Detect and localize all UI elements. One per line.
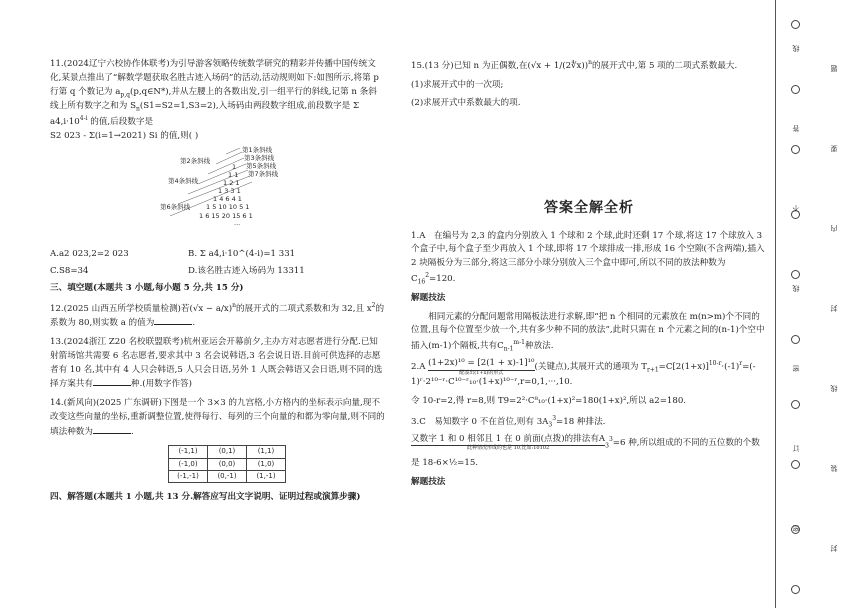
triangle-row-3: 1 2 1 bbox=[223, 179, 240, 188]
q12-answer-blank bbox=[154, 316, 192, 325]
binding-margin bbox=[775, 0, 860, 608]
a2-text-3: =C bbox=[658, 362, 673, 373]
a2-underbrace bbox=[428, 359, 534, 376]
binding-char: 密 bbox=[792, 525, 800, 532]
q11-text-5: S2 023 - Σ(i=1→2021) Si 的值,则( ) bbox=[50, 130, 199, 141]
a2-text-4: [2(1+x)] bbox=[672, 362, 709, 373]
a2-sub: r+1 bbox=[646, 366, 659, 374]
q11-text-4: 的值,后段数字是 bbox=[87, 116, 154, 127]
triangle-row-2: 1 1 bbox=[228, 171, 239, 180]
triangle-row-ellipsis: ··· bbox=[234, 221, 241, 230]
answer-title: 答案全解全析 bbox=[544, 200, 634, 217]
circle-icon bbox=[791, 585, 800, 594]
grid-row bbox=[169, 458, 286, 470]
a1-text: 1.A 在编号为 2,3 的盒内分别放入 1 个球和 2 个球,此时还剩 17 个球,将这 17 个球放入 3 个盒子中,每个盒子至少再放入 1 个球,即将 17 个球排成一排,形成 16 个空隙(不含两端),插入 2 块隔板分为三部分,将这三部分小球分别放入三个盒中即可,所以不同的放法种数为C bbox=[411, 230, 765, 284]
section-4-heading: 四、解答题(本题共 1 小题,共 13 分.解答应写出文字说明、证明过程或演算步骤) bbox=[50, 491, 361, 502]
q11-choices-row-1 bbox=[50, 248, 385, 262]
question-13 bbox=[50, 336, 385, 392]
binding-char: 线 bbox=[792, 285, 800, 292]
q12-exp: n bbox=[232, 301, 236, 309]
a1-sub: 16 bbox=[417, 278, 426, 286]
q13-end: 种.(用数字作答) bbox=[130, 379, 192, 390]
diag-label-6: 第6条斜线 bbox=[160, 203, 191, 212]
question-12: 12.(2025 山西五所学校质量检测)若$(√x - a/x)^n$的展开式的二项式系数和为 32,且 $x^2$的系数为 80,则实数 a 的值为 . bbox=[50, 301, 385, 329]
binding-hole-circle bbox=[791, 20, 800, 29]
q15-part-2: (2)求展开式中系数最大的项. bbox=[411, 98, 521, 109]
q11-text: 11.(2024辽宁六校协作体联考)为引导游客领略传统数学研究的精彩并传播中国传统文化,某景点推出了“解数学题获取名胜古迹入场码”的活动,活动规则如下:如图所示,将第 p 行第 q 个数记为 a bbox=[50, 59, 379, 97]
q12-text: 12.(2025 山西五所学校质量检测)若(√x − a/x) bbox=[50, 303, 233, 314]
binding-char: 线 bbox=[830, 385, 838, 392]
q11-sup: 4-i bbox=[79, 115, 88, 123]
binding-char: 题 bbox=[830, 65, 838, 72]
left-column bbox=[50, 58, 385, 510]
circle-icon bbox=[791, 145, 800, 154]
a2-sup-2: r bbox=[739, 360, 743, 368]
diag-label-2: 第2条斜线 bbox=[180, 157, 211, 166]
q11-choices-row-2 bbox=[50, 265, 385, 279]
triangle-row-1: 1 bbox=[232, 163, 237, 172]
a3-line2a: 又数字 1 和 0 相邻且 1 在 0 前面(点拨)的排法有A bbox=[411, 433, 606, 444]
triangle-row-6: 1 5 10 10 5 1 bbox=[206, 203, 250, 212]
q13-answer-blank bbox=[93, 377, 131, 386]
a2-line-2: 1)ʳ·2¹⁰⁻ʳ·C¹⁰⁻ʳ₁₀·(1+x)¹⁰⁻ʳ,r=0,1,···,10. bbox=[411, 377, 573, 388]
q12-sup: 2 bbox=[371, 301, 376, 309]
binding-hole-circle bbox=[791, 335, 800, 344]
choice-b: B. Σ a4,i·10^(4-i)=1 331 bbox=[188, 249, 296, 260]
pascal-triangle-figure bbox=[160, 146, 308, 240]
vector-grid bbox=[168, 445, 286, 483]
a2-label: 2.A bbox=[411, 362, 426, 373]
a3-line2-sup: 3 bbox=[608, 435, 613, 443]
a3-end: =18 种排法. bbox=[556, 416, 606, 427]
question-11 bbox=[50, 58, 385, 143]
diag-label-3: 第3条斜线 bbox=[244, 154, 275, 163]
q15-part-1: (1)求展开式中的一次项; bbox=[411, 79, 504, 90]
q15-exp: n bbox=[588, 59, 592, 66]
a2-sup: 10-r bbox=[708, 360, 722, 368]
tips1-sub: n-1 bbox=[503, 345, 514, 353]
a2-text-8: =(- bbox=[742, 362, 756, 373]
a2-text: (关键点),其展开式的通项为 T bbox=[534, 362, 647, 373]
binding-char: 要 bbox=[830, 145, 838, 152]
q11-sub: p,q bbox=[120, 91, 130, 99]
binding-char: 密 bbox=[792, 365, 800, 372]
q15-text: 15.(13 分)已知 n 为正偶数,在(√x + 1/(2∜x)) bbox=[411, 60, 589, 71]
tips-text-1 bbox=[411, 311, 767, 355]
answer-2 bbox=[411, 359, 767, 390]
grid-cell: (1,0) bbox=[247, 458, 286, 470]
choice-d: D.该名胜古迹入场码为 13311 bbox=[188, 266, 305, 277]
a3-line2-sub: 3 bbox=[605, 442, 609, 450]
section-3-heading: 三、填空题(本题共 3 小题,每小题 5 分,共 15 分) bbox=[50, 282, 244, 293]
grid-row bbox=[169, 470, 286, 482]
diag-label-7: 第7条斜线 bbox=[248, 170, 279, 179]
tips-heading-2: 解题技法 bbox=[411, 476, 446, 487]
a2-text-6: ·(-1) bbox=[721, 362, 740, 373]
circle-icon bbox=[791, 400, 800, 409]
binding-char: 装 bbox=[830, 465, 838, 472]
grid-cell: (-1,1) bbox=[169, 446, 208, 458]
grid-cell: (-1,-1) bbox=[169, 470, 208, 482]
question-14 bbox=[50, 397, 385, 439]
a2-line-3: 令 10-r=2,得 r=8,则 T9=2²·C⁸₁₀·(1+x)²=180(1+x)²,所以 a2=180. bbox=[411, 396, 687, 407]
grid-cell: (1,-1) bbox=[247, 470, 286, 482]
binding-char: 订 bbox=[792, 445, 800, 452]
answer-1 bbox=[411, 230, 767, 287]
triangle-row-4: 1 3 3 1 bbox=[218, 187, 241, 196]
a3-sub: 3 bbox=[548, 421, 553, 429]
triangle-row-5: 1 4 6 4 1 bbox=[213, 195, 242, 204]
a3-sup: 3 bbox=[552, 414, 557, 422]
q15-text-2: 的展开式中,第 5 项的二项式系数最大. bbox=[591, 60, 738, 71]
triangle-row-7: 1 6 15 20 15 6 1 bbox=[199, 212, 253, 221]
q14-answer-blank bbox=[93, 425, 131, 434]
a3-text: 3.C 易知数字 0 不在首位,则有 3A bbox=[411, 416, 549, 427]
tips1-end: 种放法. bbox=[524, 341, 554, 352]
circle-icon bbox=[791, 85, 800, 94]
binding-hole-circle bbox=[791, 400, 800, 409]
binding-char: 线 bbox=[792, 45, 800, 52]
a3-line-3: 是 18-6×½=15. bbox=[411, 457, 479, 468]
binding-hole-circle bbox=[791, 270, 800, 279]
q11-text-2: (p,q∈N*),并从左腰上的各数出发,引一组平行的斜线,记第 n 条斜线上所有数字之和为 S bbox=[50, 86, 377, 111]
binding-char: 不 bbox=[792, 205, 800, 212]
tips-heading-1: 解题技法 bbox=[411, 292, 446, 303]
binding-hole-circle bbox=[791, 585, 800, 594]
binding-char: 封 bbox=[830, 305, 838, 312]
q13-text: 13.(2024浙江 Z20 名校联盟联考)杭州亚运会开幕前夕,主办方对志愿者进行分配.已知射箭场馆共需要 6 名志愿者,要求其中 3 名会说韩语,3 名会说日语.目前可供选择的志愿者有 10 名,其中有 4 人只会韩语,5 人只会日语,另外 1 人既会韩语又会日语,则不同的选择方案共有 bbox=[50, 337, 383, 390]
binding-hole-circle bbox=[791, 145, 800, 154]
diag-label-5: 第5条斜线 bbox=[246, 162, 277, 171]
a2-note: 配凑出(1+x)的形式 bbox=[428, 370, 534, 377]
right-column bbox=[411, 58, 767, 494]
a1-sup: 2 bbox=[425, 271, 430, 279]
question-15 bbox=[411, 58, 767, 74]
grid-cell: (0,0) bbox=[208, 458, 247, 470]
a3-note: 此种情况形成的也是 10,比如:10102 bbox=[411, 445, 605, 452]
diag-label-4: 第4条斜线 bbox=[168, 177, 199, 186]
circle-icon bbox=[791, 20, 800, 29]
circle-icon bbox=[791, 335, 800, 344]
grid-cell: (1,1) bbox=[247, 446, 286, 458]
choice-a: A.a2 023,2=2 023 bbox=[50, 249, 129, 260]
binding-char: 答 bbox=[792, 125, 800, 132]
tips1-text: 相同元素的分配问题常用隔板法进行求解,即“把 n 个相同的元素放在 m(n>m)个不同的位置,且每个位置至少放一个,共有多少种不同的放法”,此时只需在 n 个元素之间的(n-1)个空中插入(m-1)个隔板,共有C bbox=[411, 311, 765, 352]
binding-char: 封 bbox=[830, 545, 838, 552]
q14-end: . bbox=[130, 426, 134, 437]
q11-sub-2: n bbox=[135, 105, 140, 113]
a2-expr: (1+2x)¹⁰ = [2(1 + x)-1]¹⁰ bbox=[428, 358, 535, 369]
grid-row bbox=[169, 446, 286, 458]
q12-text-2: 的展开式的二项式系数和为 32,且 x bbox=[235, 303, 372, 314]
grid-cell: (0,1) bbox=[208, 446, 247, 458]
binding-hole-circle bbox=[791, 460, 800, 469]
circle-icon bbox=[791, 270, 800, 279]
binding-line bbox=[775, 0, 776, 608]
choice-c: C.S8=34 bbox=[50, 266, 89, 277]
a3-underbrace bbox=[411, 435, 605, 452]
q14-text: 14.(新风向)(2025 广东调研)下图是一个 3×3 的九宫格,小方格内的坐标表示向量,现不改变这些向量的坐标,重新调整位置,使得每行、每列的三个向量的和都为零向量,则不同的填法种数为 bbox=[50, 398, 385, 437]
diag-label-1: 第1条斜线 bbox=[242, 146, 273, 155]
tips1-sup: m-1 bbox=[513, 339, 525, 347]
q12-text-3: 的系数为 80,则实数 a 的值为 bbox=[50, 303, 385, 329]
a3-line-2 bbox=[411, 435, 767, 452]
answer-3 bbox=[411, 414, 767, 430]
grid-cell: (-1,0) bbox=[169, 458, 208, 470]
a3-line2b: =6 种,所以组成的不同的五位数的个数 bbox=[612, 437, 760, 448]
a1-end: =120. bbox=[429, 273, 456, 284]
grid-cell: (0,-1) bbox=[208, 470, 247, 482]
binding-char: 内 bbox=[830, 225, 838, 232]
q11-text-3: (S1=S2=1,S3=2),入场码由两段数字组成,前段数字是 Σ a4,i·10 bbox=[50, 100, 360, 127]
binding-hole-circle bbox=[791, 85, 800, 94]
circle-icon bbox=[791, 460, 800, 469]
